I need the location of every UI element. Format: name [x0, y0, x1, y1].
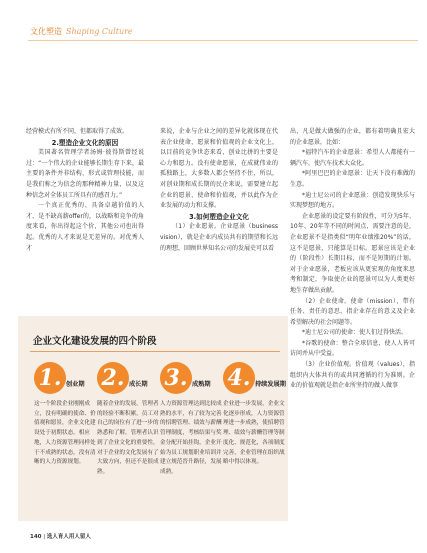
stage-number: 2. [97, 362, 129, 394]
stages-title: 企业文化建设发展的四个阶段 [33, 336, 157, 347]
header-subtitle: Shaping Culture [66, 27, 133, 36]
paragraph: （3）企业价值观。价值观（values），指组织内大体共有的或共同遵循的行为准则。企业的价值观就是指企业所坚持的做人做事 [290, 361, 415, 390]
stage-description: 这一个阶段企业刚刚成立，没有明确的使命、价值观和愿景，企业文化建设处于初期状态。相应地，人力资源管理同样处于不成熟的状态，没有清晰的人力资源规划。 [34, 401, 96, 466]
page-number: 140 [30, 534, 42, 540]
column-1 [26, 127, 144, 254]
stage-number: 4. [223, 362, 255, 394]
paragraph: *阿里巴巴的企业愿景：让天下没有难做的生意。 [290, 170, 415, 188]
paragraph: 来说，企业与企业之间的差异化就体现在代表企业使命、愿景和价值观的企业文化上，以目前的竞争世态来看，创业比拼的主要是心力和愿力。没有使命愿景，在成就伟业的孤独路上，大多数人都会坚持不住，所以，对创业期和成长期的民企来说，需要建立起企业的愿景、使命和价值观，并以此作为企业发展的动力和支撑。 [160, 128, 278, 210]
paragraph: （2）企业使命。使命（mission），带有任务、责任的意思，指企业存在的意义及企业希望解决的社会问题等。 [290, 297, 415, 326]
section-heading: 3.如何塑造企业文化 [189, 212, 249, 221]
paragraph: 企业愿景的设定要有阶段性，可分为5年、10年、20年等不同的时间点，需要注意的是，企业愿景不是指类似“明年业绩涨20%”的话，这不是愿景，只能算是目标。愿景应该是企业的（阶段性）长期目标，而不是短期的计划。对于企业愿景，老板应该从更宏观的角度来思考和制定，争取使企业的愿景可以为人类更好地生存做出贡献。 [290, 212, 415, 294]
paragraph: *谷歌的使命：整合全球信息，使人人皆可访问并从中受益。 [290, 339, 415, 358]
paragraph: 经营模式有所不同，但都取得了成效。 [26, 128, 129, 135]
stage-description: 人力资源管理达到比较成熟的水平，有了较为完善的招聘管理、绩效与薪酬管理制度，考核结果与奖金分配开始挂钩，企业开始为员工规划职业培训并建立规范晋升路径，发展成熟。 [160, 401, 222, 475]
paragraph: *福特汽车的企业愿景：希望人人都能有一辆汽车，使汽车技术大众化。 [290, 149, 415, 167]
stage-name: 成熟期 [192, 381, 211, 388]
book-name: 选人育人用人留人 [46, 534, 91, 540]
column-2 [160, 127, 278, 254]
page-header [30, 26, 133, 37]
page-footer: 140 | 选人育人用人留人 [30, 534, 91, 540]
header-rule [28, 40, 418, 41]
section-heading: 2.塑造企业文化的原因 [51, 138, 119, 147]
stages-title-rule [30, 351, 280, 352]
paragraph: *迪士尼公司的使命：使人们过得快活。 [302, 329, 408, 337]
stage-name: 持续发展期 [255, 381, 286, 388]
paragraph: *迪士尼公司的企业愿景：创造发现快乐与实现梦想的地方。 [290, 191, 415, 210]
stage-name: 创业期 [66, 381, 85, 388]
stage-description: 企业进一步发展，企业文化逐步形成，人力资源管理进一步成熟，使招聘管理、绩效与薪酬管理等制度化、规范化，各项制度完善，企业管理在组织战略中得以体现。 [223, 401, 285, 466]
header-title: 文化塑造 [30, 27, 62, 36]
stage-number: 3. [160, 362, 192, 394]
stage-name: 成长期 [129, 381, 148, 388]
paragraph: 一个真正优秀的、具备卓越价值的人才，是不缺高薪offer的，以战略和竞争的角度来看，你出得起这个价，其他公司也出得起。优秀的人才来说是无差异的。对优秀人才 [26, 202, 144, 252]
paragraph: 出，凡是做大做强的企业，都有着明确且宏大的企业愿景，比如： [290, 128, 415, 146]
stage-description: 随着企业的发展，管理者的经验不断积累，员工对自己的岗位有了进一步的熟悉和了解，管理者认识到了企业文化的重要性，对于企业的文化发展有了大致方向，但还不是很成熟。 [97, 401, 159, 475]
paragraph: （1）企业愿景。企业愿景（business vision），就是企业内成员共有的期望和长远的理想，回顾世界知名公司的发展史可以看 [160, 223, 278, 252]
stage-number: 1. [34, 362, 66, 394]
column-3 [290, 127, 415, 392]
paragraph: 美国著名管理学者汤姆·彼得斯曾经说过：“一个伟大的企业能够长期生存下来，最主要的条件并非结构、形式或管理技能，而是我们称之为信念的那种精神力量，以及这种信念对全体员工所具有的感召力。” [26, 149, 144, 199]
